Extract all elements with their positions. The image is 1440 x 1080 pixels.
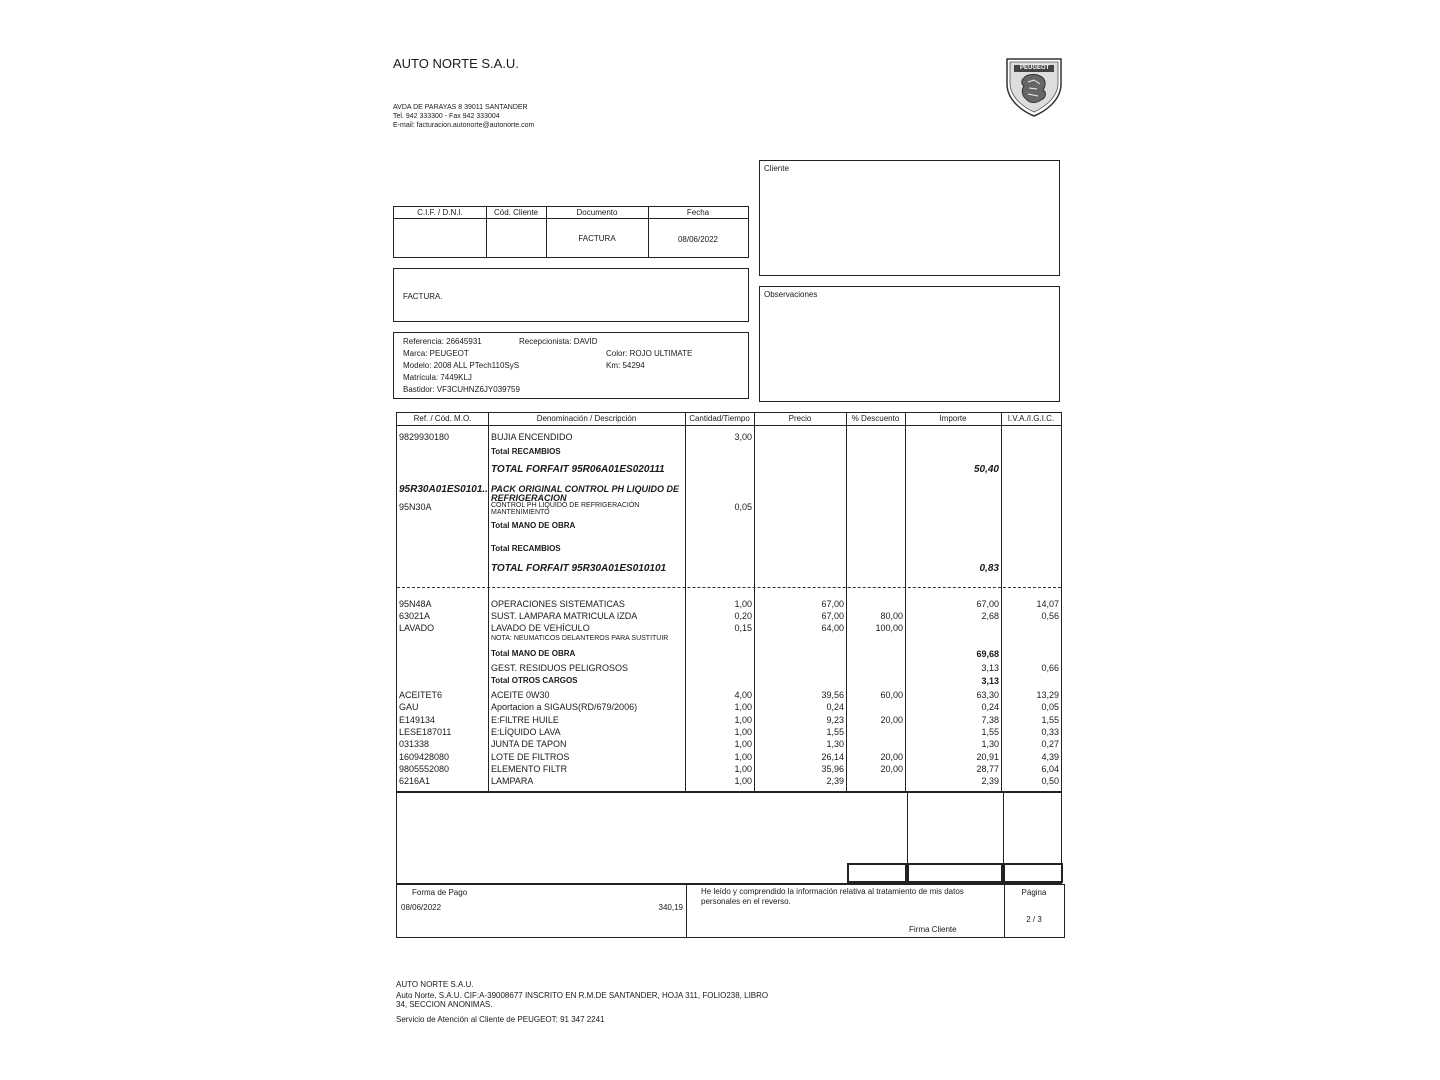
- cell-disc: 60,00: [880, 690, 903, 700]
- cell-qty: 1,00: [734, 764, 752, 774]
- cell-price: 9,23: [826, 715, 844, 725]
- cell-ref: 9829930180: [399, 432, 450, 442]
- cell-desc: LAVADO DE VEHÍCULO: [491, 623, 590, 633]
- col-iva: I.V.A./I.G.I.C.: [1007, 414, 1055, 423]
- cell-ref: 63021A: [399, 611, 431, 621]
- cell-desc: Total RECAMBIOS: [491, 544, 561, 553]
- customer-service: Servicio de Atención al Cliente de PEUGEOT: 91 347 2241: [396, 1015, 605, 1024]
- cell-price: 67,00: [821, 599, 844, 609]
- legal-registry-2: 34, SECCION ANONIMAS.: [396, 1000, 493, 1009]
- header-table: [393, 206, 749, 258]
- pagina-label: Página: [1021, 888, 1047, 897]
- cell-imp: 28,77: [976, 764, 999, 774]
- cell-disc: 80,00: [880, 611, 903, 621]
- cell-imp: 0,24: [981, 702, 999, 712]
- cell-ref: 95R30A01ES0101..: [399, 484, 488, 495]
- company-address: AVDA DE PARAYAS 8 39011 SANTANDER: [393, 104, 528, 111]
- documento-value: FACTURA: [578, 234, 616, 243]
- cell-price: 1,30: [826, 739, 844, 749]
- cell-ref: ACEITET6: [399, 690, 443, 700]
- header-col-documento: Documento: [576, 208, 618, 217]
- cell-price: 35,96: [821, 764, 844, 774]
- cell-imp: 67,00: [976, 599, 999, 609]
- cell-imp: 7,38: [981, 715, 999, 725]
- pago-importe: 340,19: [658, 903, 683, 912]
- cell-desc: E:LÍQUIDO LAVA: [491, 727, 561, 737]
- cell-imp: 1,30: [981, 739, 999, 749]
- forma-pago-label: Forma de Pago: [412, 888, 468, 897]
- cell-imp: 3,13: [981, 663, 999, 673]
- cell-price: 39,56: [821, 690, 844, 700]
- cell-imp: 50,40: [973, 464, 999, 475]
- cell-imp: 69,68: [976, 649, 999, 659]
- cell-qty: 1,00: [734, 776, 752, 786]
- col-cantidad: Cantidad/Tiempo: [689, 414, 750, 423]
- cell-desc: Total MANO DE OBRA: [491, 521, 576, 530]
- cell-desc: ELEMENTO FILTR: [491, 764, 568, 774]
- cell-desc: LAMPARA: [491, 776, 534, 786]
- cell-ref: 6216A1: [399, 776, 431, 786]
- cell-ref: LESE187011: [399, 727, 452, 737]
- section-divider: [397, 587, 1061, 588]
- cell-ref: 031338: [399, 739, 430, 749]
- cell-disc: 20,00: [880, 764, 903, 774]
- cell-desc: E:FILTRE HUILE: [491, 715, 559, 725]
- vehicle-matricula: Matrícula: 7449KLJ: [403, 373, 472, 382]
- vehicle-recepcionista: Recepcionista: DAVID: [519, 337, 598, 346]
- cell-imp: 2,39: [981, 776, 999, 786]
- cliente-box: [759, 160, 1060, 276]
- cell-price: 67,00: [821, 611, 844, 621]
- cell-iva: 13,29: [1036, 690, 1059, 700]
- observaciones-box: [759, 286, 1060, 402]
- cliente-label: Cliente: [764, 164, 789, 173]
- vehicle-info-box: [393, 332, 749, 399]
- legal-company: AUTO NORTE S.A.U.: [396, 980, 474, 989]
- cell-qty: 0,20: [734, 611, 752, 621]
- cell-desc: GEST. RESIDUOS PELIGROSOS: [491, 663, 629, 673]
- col-importe: Importe: [939, 414, 967, 423]
- cell-desc: NOTA: NEUMATICOS DELANTEROS PARA SUSTITUIR: [491, 635, 669, 642]
- header-col-cif: C.I.F. / D.N.I.: [417, 208, 463, 217]
- cell-iva: 1,55: [1041, 715, 1059, 725]
- firma-cliente-label: Firma Cliente: [909, 925, 957, 934]
- logo-text: PEUGEOT: [1020, 65, 1050, 71]
- vehicle-km: Km: 54294: [606, 361, 645, 370]
- cell-qty: 1,00: [734, 702, 752, 712]
- cell-iva: 0,33: [1041, 727, 1059, 737]
- cell-qty: 1,00: [734, 752, 752, 762]
- cell-ref: 95N30A: [399, 502, 432, 512]
- cell-price: 26,14: [821, 752, 844, 762]
- cell-ref: 1609428080: [399, 752, 450, 762]
- totals-area: [396, 792, 1062, 884]
- cell-desc: Total OTROS CARGOS: [491, 676, 578, 685]
- cell-imp: 2,68: [981, 611, 999, 621]
- cell-imp: 3,13: [981, 676, 999, 686]
- cell-price: 2,39: [826, 776, 844, 786]
- cell-desc-continued: MANTENIMIENTO: [491, 509, 550, 516]
- cell-price: 64,00: [821, 623, 844, 633]
- cell-imp: 63,30: [976, 690, 999, 700]
- vehicle-modelo: Modelo: 2008 ALL PTech110SyS: [403, 361, 520, 370]
- vehicle-referencia: Referencia: 26645931: [403, 337, 482, 346]
- cell-imp: 1,55: [981, 727, 999, 737]
- observaciones-label: Observaciones: [764, 290, 818, 299]
- cell-desc: JUNTA DE TAPON: [491, 739, 567, 749]
- cell-desc: TOTAL FORFAIT 95R30A01ES010101: [491, 563, 667, 574]
- legal-registry: Auto Norte, S.A.U. CIF:A-39008677 INSCRITO EN R.M.DE SANTANDER, HOJA 311, FOLIO238, LIBRO: [396, 991, 769, 1000]
- peugeot-lion-logo: [1004, 56, 1064, 118]
- cell-iva: 0,56: [1041, 611, 1059, 621]
- cell-price: 1,55: [826, 727, 844, 737]
- cell-desc: Aportacion a SIGAUS(RD/679/2006): [491, 702, 638, 712]
- col-descripcion: Denominación / Descripción: [536, 414, 637, 423]
- company-email: E-mail: facturacion.autonorte@autonorte.com: [393, 122, 535, 129]
- items-table: [396, 412, 1062, 792]
- cell-iva: 4,39: [1041, 752, 1059, 762]
- cell-disc: 100,00: [875, 623, 903, 633]
- cell-qty: 0,15: [734, 623, 752, 633]
- total-box-2: [907, 863, 1003, 883]
- cell-iva: 0,50: [1041, 776, 1059, 786]
- vehicle-bastidor: Bastidor: VF3CUHNZ6JY039759: [403, 385, 520, 394]
- cell-ref: 9805552080: [399, 764, 450, 774]
- cell-qty: 1,00: [734, 599, 752, 609]
- cell-desc-continued: REFRIGERACION: [491, 493, 567, 503]
- fecha-value: 08/06/2022: [677, 235, 719, 244]
- pagina-number: 2 / 3: [1026, 915, 1042, 924]
- cell-disc: 20,00: [880, 752, 903, 762]
- vehicle-color: Color: ROJO ULTIMATE: [606, 349, 693, 358]
- cell-iva: 0,05: [1041, 702, 1059, 712]
- pago-fecha: 08/06/2022: [401, 903, 442, 912]
- cell-qty: 1,00: [734, 715, 752, 725]
- col-precio: Precio: [788, 414, 812, 423]
- cell-desc: SUST. LAMPARA MATRICULA IZDA: [491, 611, 638, 621]
- cell-imp: 20,91: [976, 752, 999, 762]
- cell-desc: ACEITE 0W30: [491, 690, 550, 700]
- col-descuento: % Descuento: [851, 414, 900, 423]
- cell-qty: 1,00: [734, 739, 752, 749]
- cell-ref: LAVADO: [399, 623, 435, 633]
- cell-desc: OPERACIONES SISTEMATICAS: [491, 599, 625, 609]
- cell-desc: CONTROL PH LIQUIDO DE REFRIGERACIÓN: [491, 502, 640, 509]
- total-box-3: [1003, 863, 1063, 883]
- document-type-label: FACTURA.: [403, 292, 443, 301]
- cell-ref: E149134: [399, 715, 436, 725]
- cell-desc: PACK ORIGINAL CONTROL PH LIQUIDO DE: [491, 484, 680, 494]
- cell-disc: 20,00: [880, 715, 903, 725]
- cell-qty: 3,00: [734, 432, 752, 442]
- header-col-cliente: Cód. Cliente: [493, 208, 539, 217]
- cell-ref: 95N48A: [399, 599, 432, 609]
- header-col-fecha: Fecha: [686, 208, 710, 217]
- company-name: AUTO NORTE S.A.U.: [393, 56, 519, 71]
- cell-desc: Total RECAMBIOS: [491, 447, 561, 456]
- cell-iva: 14,07: [1036, 599, 1059, 609]
- cell-iva: 6,04: [1041, 764, 1059, 774]
- cell-price: 0,24: [826, 702, 844, 712]
- cell-desc: LOTE DE FILTROS: [491, 752, 570, 762]
- cell-desc: Total MANO DE OBRA: [491, 649, 576, 658]
- cell-ref: GAU: [399, 702, 419, 712]
- total-box-1: [847, 863, 907, 883]
- privacy-notice: He leído y comprendido la información relativa al tratamiento de mis datos: [701, 887, 964, 896]
- footer-box: [396, 884, 1065, 938]
- cell-qty: 1,00: [734, 727, 752, 737]
- document-type-box: [393, 268, 749, 322]
- privacy-notice-2: personales en el reverso.: [701, 897, 791, 906]
- cell-imp: 0,83: [979, 563, 999, 574]
- cell-qty: 0,05: [734, 502, 752, 512]
- cell-qty: 4,00: [734, 690, 752, 700]
- company-phone: Tel. 942 333300 - Fax 942 333004: [393, 113, 500, 120]
- cell-iva: 0,27: [1041, 739, 1059, 749]
- col-ref: Ref. / Cód. M.O.: [413, 414, 472, 423]
- cell-iva: 0,66: [1041, 663, 1059, 673]
- cell-desc: TOTAL FORFAIT 95R06A01ES020111: [491, 464, 665, 475]
- cell-desc: BUJIA ENCENDIDO: [491, 432, 573, 442]
- vehicle-marca: Marca: PEUGEOT: [403, 349, 469, 358]
